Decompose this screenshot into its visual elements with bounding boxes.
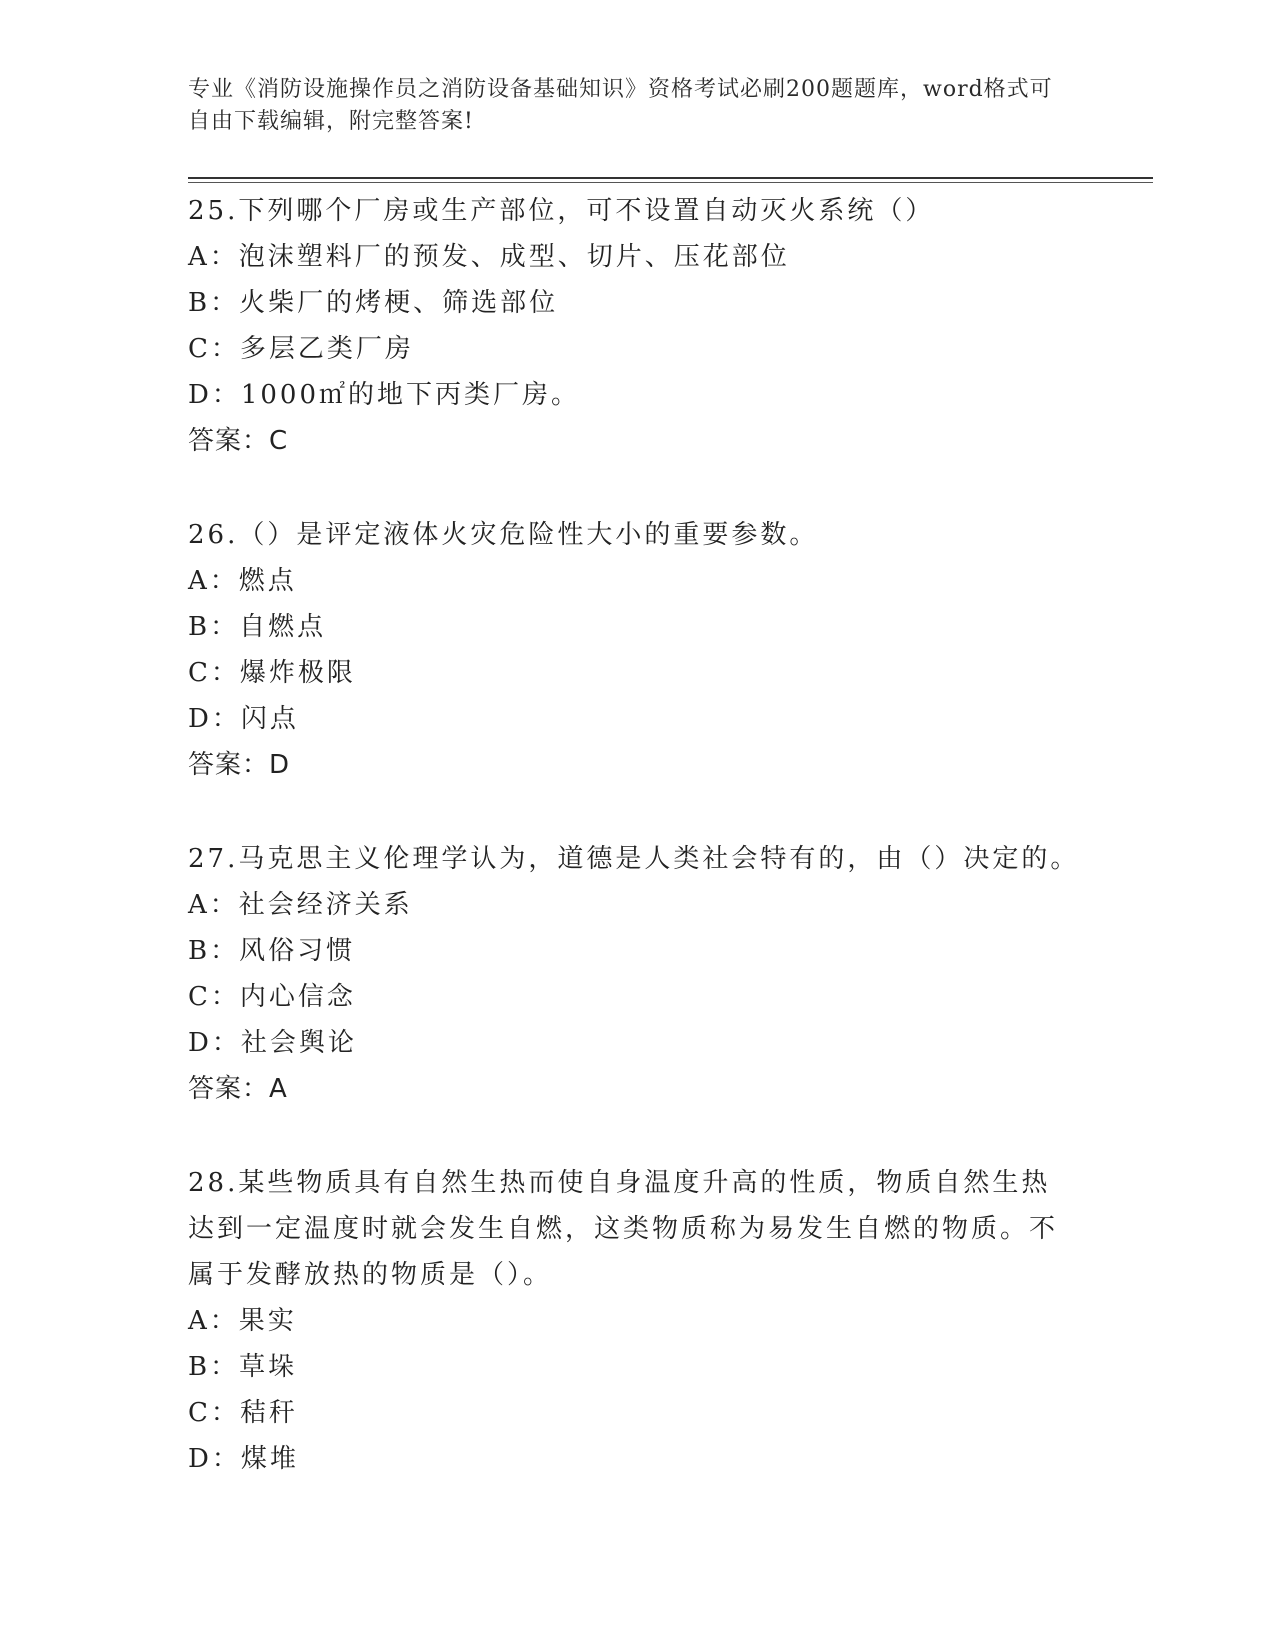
answer-line: 答案：A xyxy=(188,1074,288,1104)
document-header: 专业《消防设施操作员之消防设备基础知识》资格考试必刷200题题库，word格式可自由下载编辑，附完整答案! xyxy=(188,77,1053,134)
option-c: C：多层乙类厂房 xyxy=(188,334,414,364)
question-28 xyxy=(188,1160,1088,1482)
question-list xyxy=(188,188,1088,1530)
option-c: C：内心信念 xyxy=(188,982,356,1012)
option-d: D：闪点 xyxy=(188,704,299,734)
option-b: B：草垛 xyxy=(188,1352,298,1382)
question-27 xyxy=(188,836,1088,1112)
option-c: C：爆炸极限 xyxy=(188,658,356,688)
question-26 xyxy=(188,512,1088,788)
header-divider-thick xyxy=(188,177,1153,179)
question-stem: 25.下列哪个厂房或生产部位，可不设置自动灭火系统（） xyxy=(188,196,935,226)
option-d: D：煤堆 xyxy=(188,1444,299,1474)
question-stem: 26.（）是评定液体火灾危险性大小的重要参数。 xyxy=(188,520,819,550)
option-a: A：燃点 xyxy=(188,566,297,596)
option-d: D：1000㎡的地下丙类厂房。 xyxy=(188,380,581,410)
question-stem: 27.马克思主义伦理学认为，道德是人类社会特有的，由（）决定的。 xyxy=(188,844,1080,874)
question-stem: 28.某些物质具有自然生热而使自身温度升高的性质，物质自然生热达到一定温度时就会发生自燃，这类物质称为易发生自燃的物质。不属于发酵放热的物质是（）。 xyxy=(188,1168,1059,1290)
option-c: C：秸秆 xyxy=(188,1398,298,1428)
option-b: B：风俗习惯 xyxy=(188,936,356,966)
option-a: A：泡沫塑料厂的预发、成型、切片、压花部位 xyxy=(188,242,790,272)
option-b: B：自燃点 xyxy=(188,612,327,642)
option-d: D：社会舆论 xyxy=(188,1028,357,1058)
option-b: B：火柴厂的烤梗、筛选部位 xyxy=(188,288,559,318)
option-a: A：社会经济关系 xyxy=(188,890,413,920)
question-25 xyxy=(188,188,1088,464)
option-a: A：果实 xyxy=(188,1306,297,1336)
answer-line: 答案：C xyxy=(188,426,289,456)
answer-line: 答案：D xyxy=(188,750,291,780)
header-divider-thin xyxy=(188,182,1153,183)
